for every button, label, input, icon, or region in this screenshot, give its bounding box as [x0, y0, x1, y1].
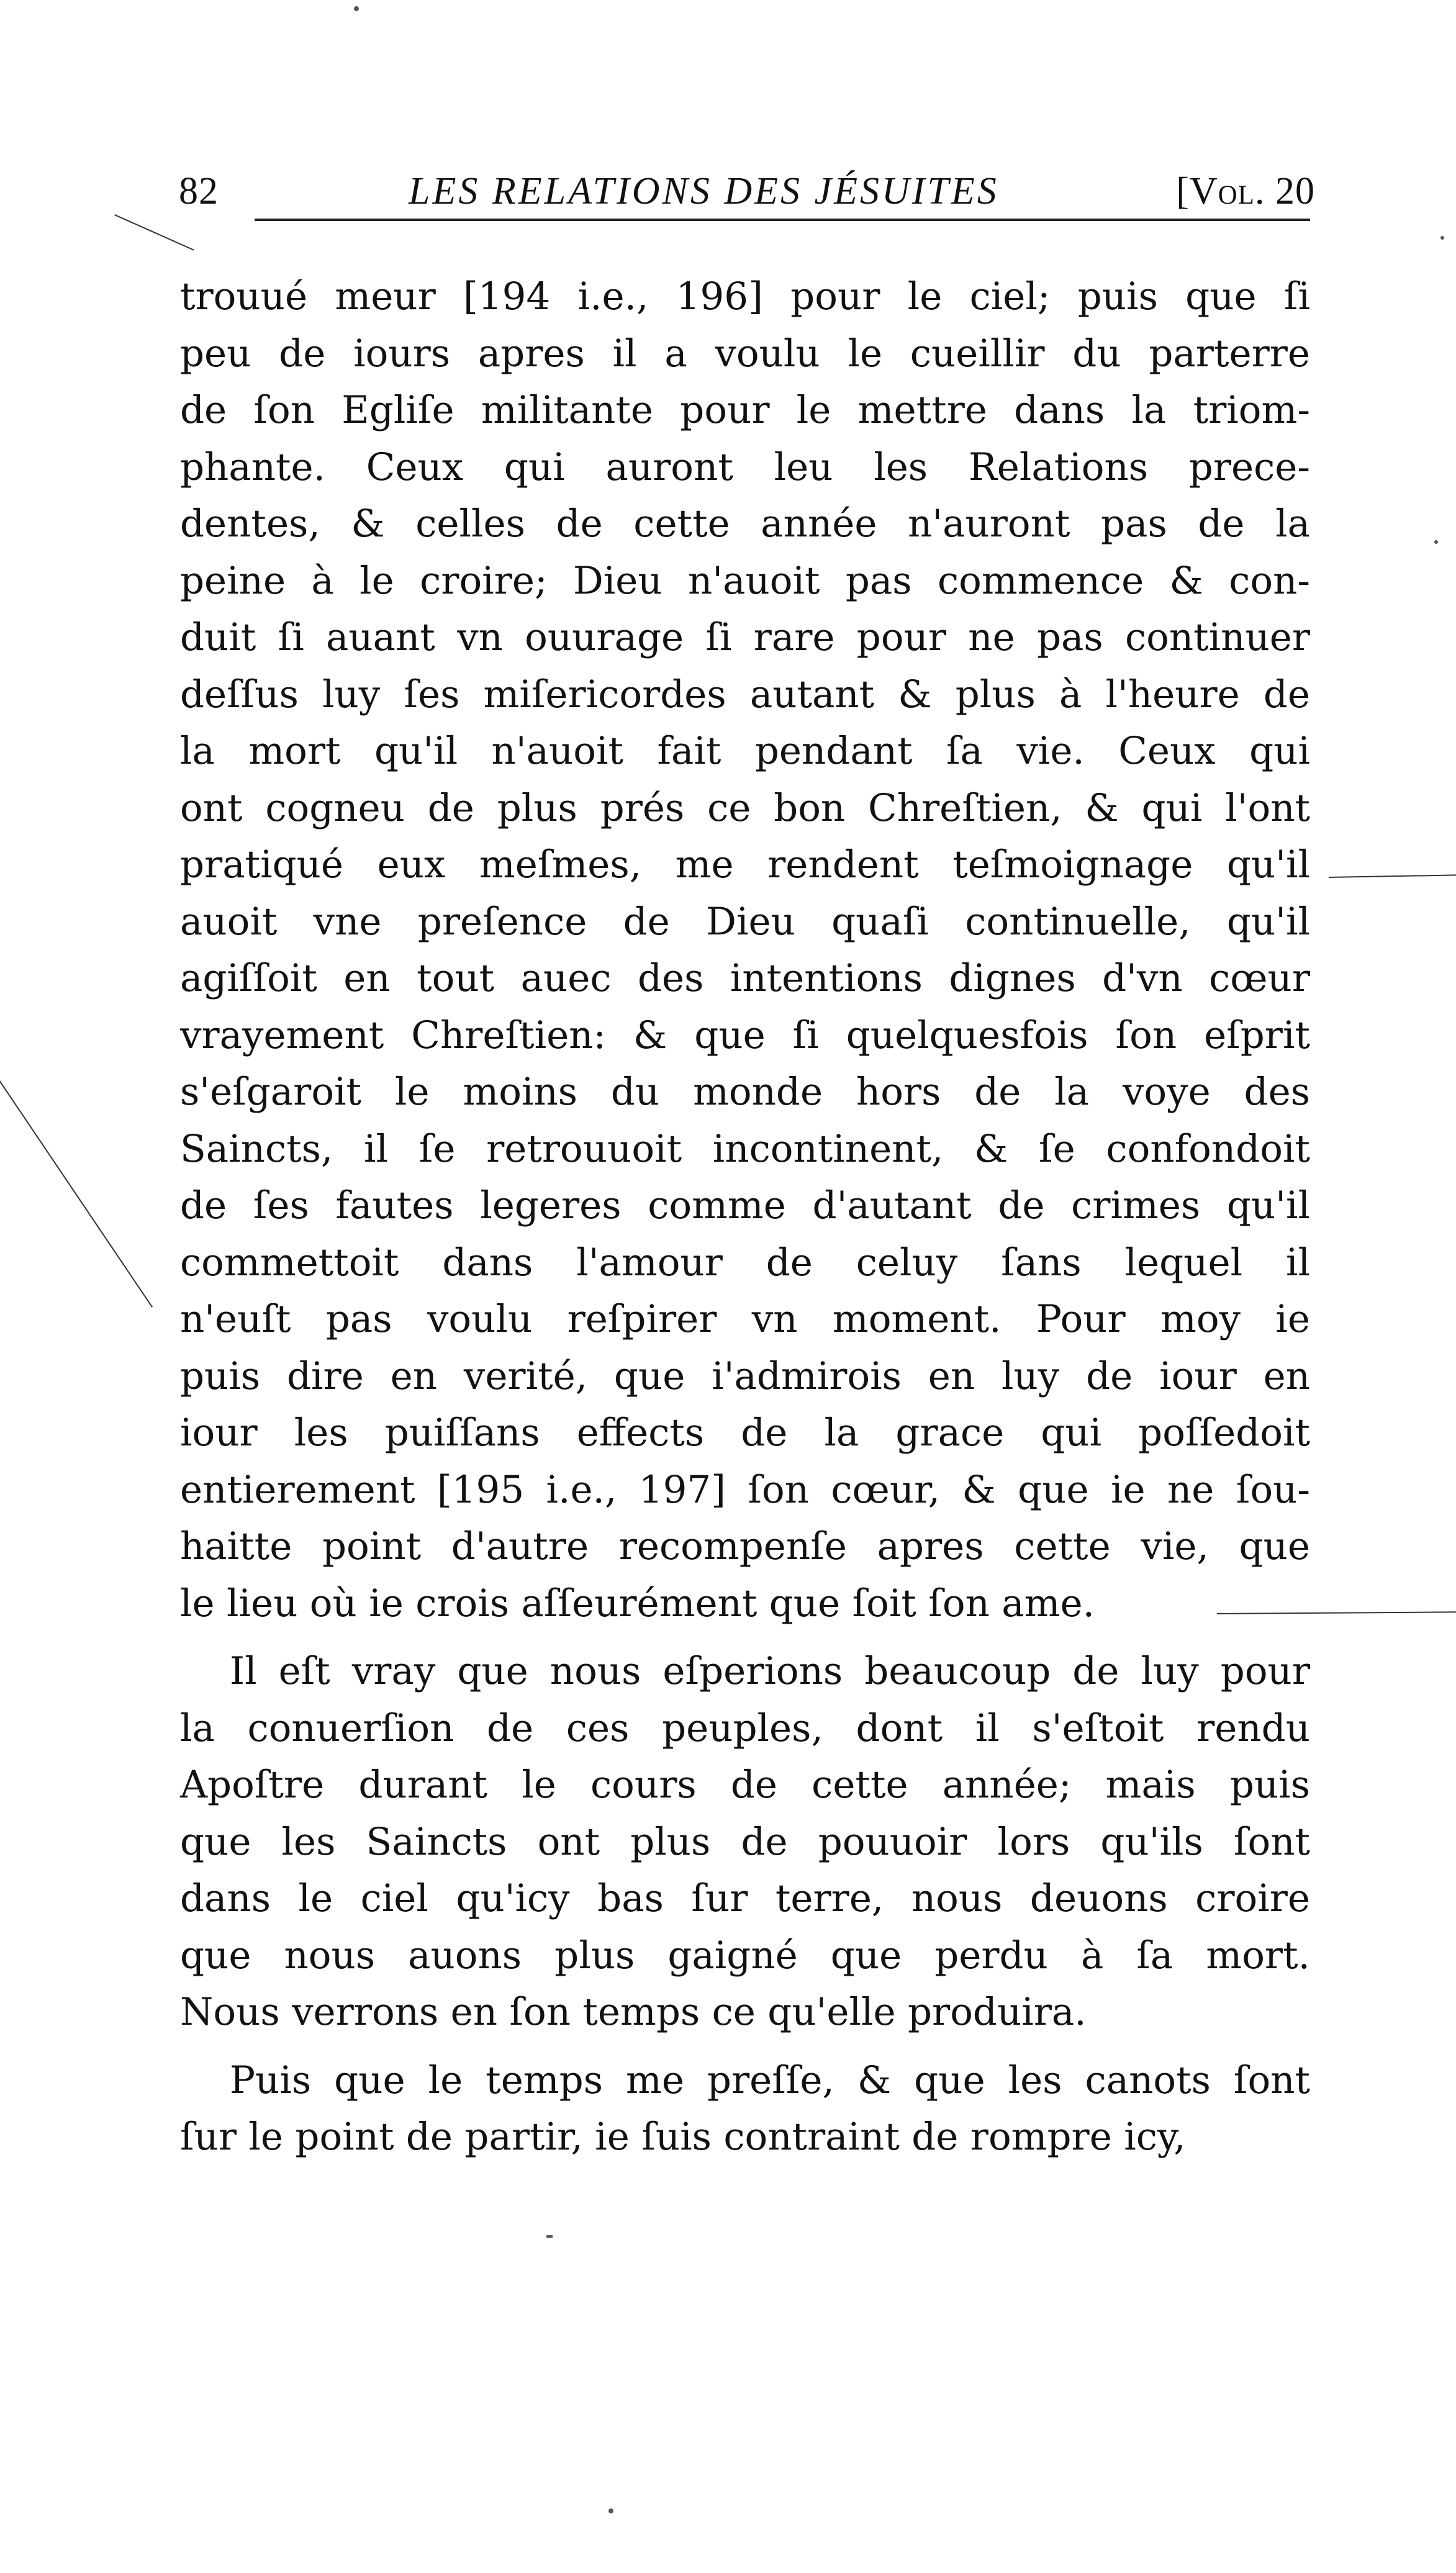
text-line: dans le ciel qu'icy bas ſur terre, nous deuons croire — [180, 1876, 1310, 1920]
text-line: Nous verrons en ſon temps ce qu'elle produira. — [180, 1990, 1087, 2034]
text-line: deſſus luy ſes miſericordes autant & plus à l'heure de — [180, 672, 1310, 717]
scan-artifact-dot — [1434, 540, 1438, 544]
text-line: Puis que le temps me preſſe, & que les canots ſont — [230, 2058, 1310, 2102]
text-line: la mort qu'il n'auoit fait pendant ſa vie. Ceux qui — [180, 729, 1310, 773]
text-line: entierement [195 i.e., 197] ſon cœur, & que ie ne ſou- — [180, 1467, 1310, 1512]
text-line: peu de iours apres il a voulu le cueillir du parterre — [180, 331, 1310, 376]
text-line: trouué meur [194 i.e., 196] pour le ciel; puis que ſi — [180, 274, 1310, 319]
running-title: LES RELATIONS DES JÉSUITES — [409, 170, 999, 212]
text-line: iour les puiſſans effects de la grace qui poſſedoit — [180, 1411, 1310, 1455]
text-line: la conuerſion de ces peuples, dont il s'eſtoit rendu — [180, 1706, 1310, 1750]
text-line: de ſon Egliſe militante pour le mettre dans la triom- — [180, 388, 1310, 432]
header-rule — [255, 219, 1310, 221]
text-line: s'eſgaroit le moins du monde hors de la voye des — [180, 1070, 1310, 1114]
text-line: agiſſoit en tout auec des intentions dignes d'vn cœur — [180, 956, 1310, 1000]
page-number: 82 — [179, 170, 219, 212]
text-line: commettoit dans l'amour de celuy ſans lequel il — [180, 1240, 1310, 1285]
text-line: que nous auons plus gaigné que perdu à ſa mort. — [180, 1933, 1310, 1978]
text-line: Apoſtre durant le cours de cette année; mais puis — [180, 1763, 1310, 1807]
text-line: n'euſt pas voulu reſpirer vn moment. Pour moy ie — [180, 1297, 1310, 1341]
running-head — [179, 166, 1315, 216]
scan-artifact-line — [1329, 874, 1456, 878]
text-line: le lieu où ie crois aſſeurément que ſoit ſon ame. — [180, 1581, 1095, 1626]
text-line: phante. Ceux qui auront leu les Relations prece- — [180, 445, 1310, 489]
text-line: dentes, & celles de cette année n'auront pas de la — [180, 502, 1310, 546]
text-line: puis dire en verité, que i'admirois en luy de iour en — [180, 1354, 1310, 1398]
scan-artifact-dot — [608, 2508, 613, 2513]
text-line: Saincts, il ſe retrouuoit incontinent, & ſe confondoit — [180, 1126, 1310, 1171]
body-text — [180, 268, 1310, 2166]
scan-artifact-dot — [1440, 236, 1444, 240]
paragraph-gap — [180, 1632, 1310, 1643]
text-line: Il eſt vray que nous eſperions beaucoup de luy pour — [230, 1649, 1310, 1693]
text-line: que les Saincts ont plus de pouuoir lors qu'ils ſont — [180, 1819, 1310, 1864]
text-line: ont cogneu de plus prés ce bon Chreſtien, & qui l'ont — [180, 785, 1310, 830]
text-line: ſur le point de partir, ie ſuis contraint de rompre icy, — [180, 2115, 1186, 2159]
text-line: peine à le croire; Dieu n'auoit pas commence & con- — [180, 558, 1310, 603]
scan-artifact-dot — [354, 6, 359, 11]
text-line: haitte point d'autre recompenſe apres cette vie, que — [180, 1524, 1310, 1568]
text-line: duit ſi auant vn ouurage ſi rare pour ne pas continuer — [180, 615, 1310, 659]
volume-label: [Vol. 20 — [1176, 170, 1315, 212]
scan-artifact-line — [0, 1080, 153, 1308]
paragraph-gap — [180, 2041, 1310, 2052]
scan-artifact-line — [114, 214, 194, 251]
text-line: auoit vne preſence de Dieu quaſi continuelle, qu'il — [180, 899, 1310, 944]
scan-artifact-dot — [546, 2235, 553, 2238]
text-line: vrayement Chreſtien: & que ſi quelquesfois ſon eſprit — [180, 1013, 1310, 1057]
text-line: pratiqué eux meſmes, me rendent teſmoignage qu'il — [180, 843, 1310, 887]
text-line: de ſes fautes legeres comme d'autant de crimes qu'il — [180, 1183, 1310, 1228]
